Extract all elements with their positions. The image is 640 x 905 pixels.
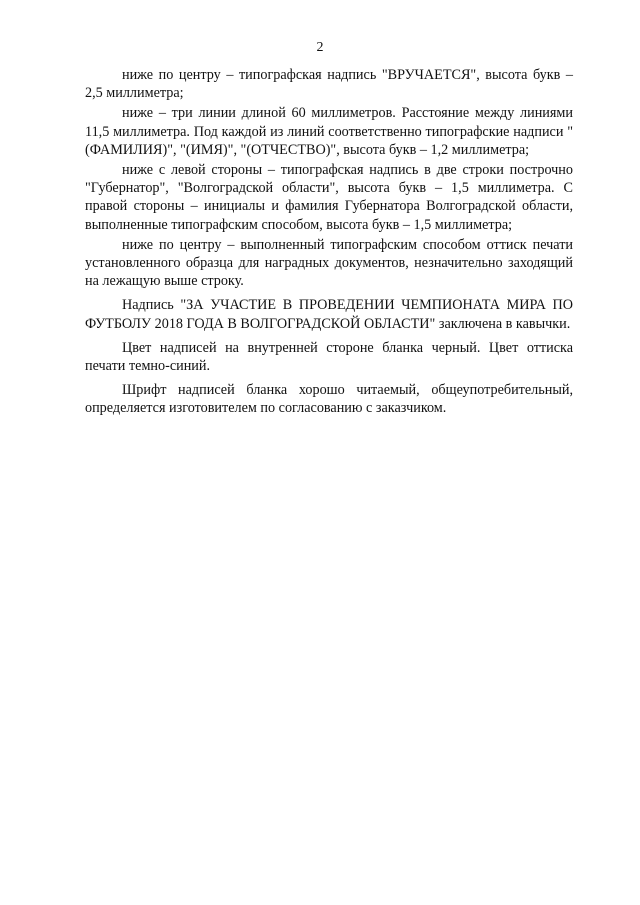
page-number: 2	[316, 40, 324, 55]
paragraph-seal-imprint: ниже по центру – выполненный типографским способом оттиск печати установленного образца для наградных документов, незначительно заходящий на лежащую выше строку.	[85, 236, 573, 290]
paragraph-governor-signature: ниже с левой стороны – типографская надпись в две строки построчно "Губернатор", "Волгоградской области", высота букв – 1,5 миллиметра. С правой стороны – инициалы и фамилия Губернатора Волгоградской области, выполненные типографским способом, высота букв – 1,5 миллиметра;	[85, 162, 573, 233]
paragraph-colors: Цвет надписей на внутренней стороне бланка черный. Цвет оттиска печати темно-синий.	[85, 339, 573, 375]
paragraph-inscription-quotes: Надпись "ЗА УЧАСТИЕ В ПРОВЕДЕНИИ ЧЕМПИОНАТА МИРА ПО ФУТБОЛУ 2018 ГОДА В ВОЛГОГРАДСКОЙ ОБЛАСТИ" заключена в кавычки.	[85, 297, 573, 332]
paragraph-font: Шрифт надписей бланка хорошо читаемый, общеупотребительный, определяется изготовителем по согласованию с заказчиком.	[85, 382, 573, 417]
paragraph-three-lines: ниже – три линии длиной 60 миллиметров. Расстояние между линиями 11,5 миллиметра. Под каждой из линий соответственно типографские надписи "(ФАМИЛИЯ)", "(ИМЯ)", "(ОТЧЕСТВО)", высота букв – 1,2 миллиметра;	[85, 105, 573, 158]
paragraph-vruchaetsya: ниже по центру – типографская надпись "ВРУЧАЕТСЯ", высота букв – 2,5 миллиметра;	[85, 67, 573, 102]
document-body	[85, 66, 573, 420]
